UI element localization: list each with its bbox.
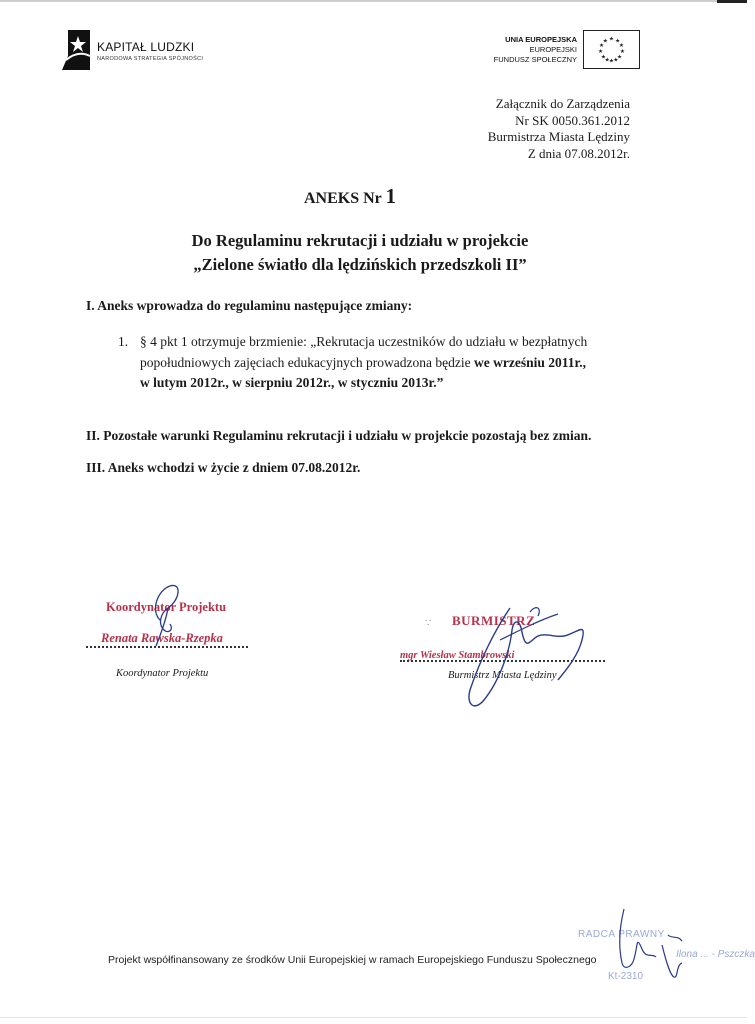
annex-ref-line-2: Nr SK 0050.361.2012	[515, 112, 630, 128]
subtitle-line-1: Do Regulaminu rekrutacji i udziału w projekcie	[191, 231, 529, 250]
annex-ref-line-3: Burmistrza Miasta Lędziny	[487, 129, 630, 144]
annex-ref-line-1: Załącznik do Zarządzenia	[495, 96, 630, 111]
svg-text:★: ★	[598, 48, 604, 55]
svg-text:★: ★	[598, 43, 605, 50]
subtitle-line-2: „Zielone światło dla lędzińskich przedszkoli II”	[193, 255, 527, 274]
point-line-3: w lutym 2012r., w sierpniu 2012r., w styczniu 2013r.”	[140, 375, 444, 390]
svg-text:★: ★	[602, 38, 608, 45]
eu-line-2: EUROPEJSKI	[529, 45, 577, 54]
document-subtitle	[0, 229, 720, 277]
eu-line-3: FUNDUSZ SPOŁECZNY	[493, 55, 577, 64]
left-signature-role: Koordynator Projektu	[116, 668, 209, 679]
bottom-border	[0, 1017, 747, 1024]
kapital-ludzki-logo-icon	[62, 30, 92, 70]
right-signature-role: Burmistrz Miasta Lędziny	[448, 670, 557, 681]
point-line-2	[140, 353, 660, 374]
tick-mark: ∵	[425, 618, 432, 629]
section-3-text: III. Aneks wchodzi w życie z dniem 07.08.2012r.	[86, 460, 361, 475]
footer-text: Projekt współfinansowany ze środków Unii Europejskiej w ramach Europejskiego Funduszu Społecznego	[108, 954, 597, 966]
point-number: 1.	[118, 334, 129, 349]
document-heading	[0, 184, 700, 209]
svg-text:★: ★	[600, 54, 606, 61]
top-border	[0, 0, 747, 2]
left-stamp-name: Renata Rawska-Rzepka	[101, 631, 223, 645]
registry-stamp-line-1: RADCA PRAWNY	[578, 929, 665, 940]
right-stamp-title: BURMISTRZ	[452, 613, 536, 628]
registry-stamp-line-2: Ilona ... - Pszczka	[676, 949, 755, 960]
svg-text:★: ★	[608, 36, 615, 43]
annex-ref-line-4: Z dnia 07.08.2012r.	[527, 145, 630, 161]
left-signature-line	[86, 646, 248, 648]
left-stamp-title: Koordynator Projektu	[106, 600, 227, 614]
section-1-title: I. Aneks wprowadza do regulaminu następujące zmiany:	[86, 298, 413, 313]
point-line-2-normal: popołudniowych zajęciach edukacyjnych prowadzona będzie	[140, 354, 474, 370]
registry-handwritten-signature	[612, 905, 697, 980]
kapital-ludzki-title: KAPITAŁ LUDZKI	[97, 40, 195, 54]
heading-number: 1	[385, 184, 396, 208]
point-line-1: § 4 pkt 1 otrzymuje brzmienie: „Rekrutacja uczestników do udziału w bezpłatnych	[140, 334, 588, 349]
svg-text:★: ★	[613, 57, 619, 64]
svg-text:★: ★	[604, 57, 610, 64]
svg-text:★: ★	[615, 38, 621, 45]
registry-stamp	[578, 928, 755, 982]
svg-text:★: ★	[618, 43, 625, 50]
svg-text:★: ★	[619, 48, 625, 55]
kapital-ludzki-subtitle: NARODOWA STRATEGIA SPÓJNOŚCI	[97, 56, 204, 62]
point-line-2-bold: we wrześniu 2011r.,	[474, 354, 586, 370]
point-text	[140, 332, 660, 394]
top-border-mark	[717, 0, 747, 3]
eu-logo-text	[494, 35, 577, 65]
svg-text:★: ★	[617, 54, 623, 61]
right-signature-line	[400, 660, 605, 662]
eu-line-1: UNIA EUROPEJSKA	[505, 35, 577, 44]
registry-stamp-line-3: Kt-2310	[608, 971, 644, 982]
svg-text:★: ★	[608, 58, 615, 65]
heading-prefix: ANEKS Nr	[304, 190, 386, 207]
eu-flag-icon	[583, 30, 640, 69]
section-2-text: II. Pozostałe warunki Regulaminu rekrutacji i udziału w projekcie pozostają bez zmian.	[86, 428, 592, 443]
annex-reference	[488, 96, 630, 162]
right-stamp-name: mgr Wiesław Stambrowski	[400, 650, 515, 661]
